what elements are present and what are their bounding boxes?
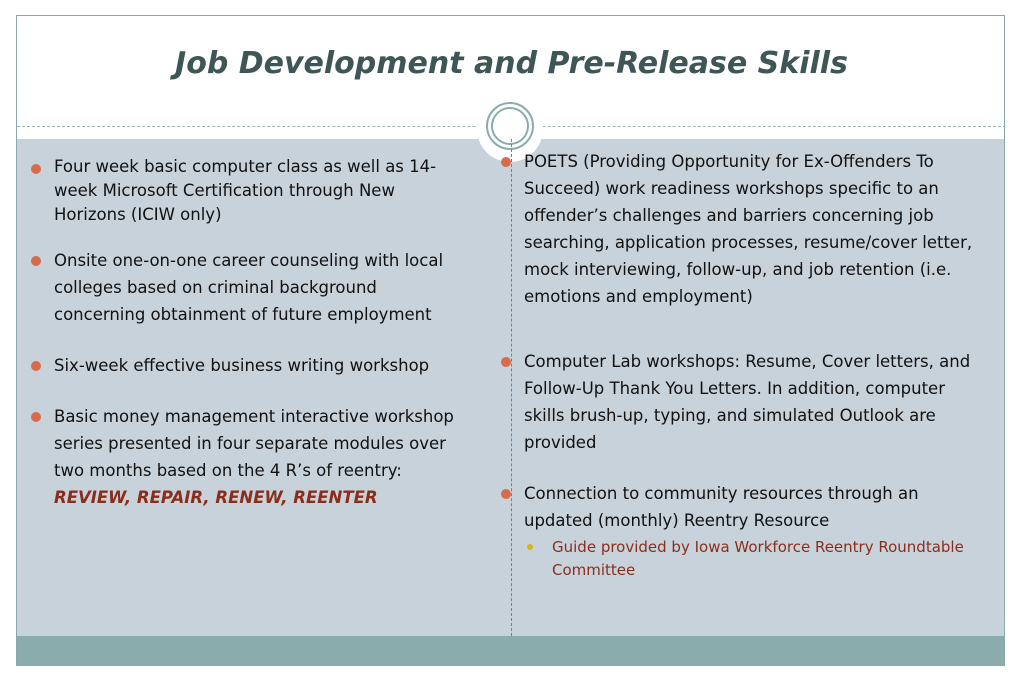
- bullet-icon: [31, 361, 41, 371]
- footer-bar: [17, 636, 1005, 666]
- bullet-icon: [31, 164, 41, 174]
- right-column: [500, 148, 980, 597]
- bullet-icon: [501, 157, 511, 167]
- left-column: [30, 155, 470, 526]
- sub-bullet-icon: [527, 544, 533, 550]
- list-item: [30, 155, 470, 227]
- sub-item-text: Guide provided by Iowa Workforce Reentry Roundtable Committee: [552, 538, 964, 579]
- sub-list-item: [524, 536, 980, 582]
- item-text: Onsite one-on-one career counseling with local colleges based on criminal background concerning obtainment of future employment: [54, 251, 444, 324]
- list-item: [500, 148, 980, 310]
- item-text: Four week basic computer class as well as 14-week Microsoft Certification through New Horizons (ICIW only): [54, 157, 437, 224]
- item-emphasis: REVIEW, REPAIR, RENEW, REENTER: [54, 488, 378, 507]
- list-item: [30, 352, 470, 379]
- item-text: Basic money management interactive workshop series presented in four separate modules over two months based on the 4 R’s of reentry:: [54, 407, 454, 480]
- slide-title: Job Development and Pre-Release Skills: [175, 46, 848, 81]
- list-item: [30, 247, 470, 328]
- list-item: [30, 403, 470, 511]
- bullet-icon: [501, 489, 511, 499]
- item-text: POETS (Providing Opportunity for Ex-Offenders To Succeed) work readiness workshops specific to an offender’s challenges and barriers concerning job searching, application processes, resume/cover letter, mock interviewing, follow-up, and job retention (i.e. emotions and employment): [524, 152, 973, 306]
- bullet-icon: [31, 256, 41, 266]
- circle-ornament-inner-icon: [491, 107, 529, 145]
- list-item: [500, 480, 980, 582]
- item-text: Connection to community resources through an updated (monthly) Reentry Resource: [524, 484, 919, 530]
- item-text: Six-week effective business writing workshop: [54, 356, 430, 375]
- item-text: Computer Lab workshops: Resume, Cover letters, and Follow-Up Thank You Letters. In addition, computer skills brush-up, typing, and simulated Outlook are provided: [524, 352, 971, 452]
- bullet-icon: [501, 357, 511, 367]
- list-item: [500, 348, 980, 456]
- bullet-icon: [31, 412, 41, 422]
